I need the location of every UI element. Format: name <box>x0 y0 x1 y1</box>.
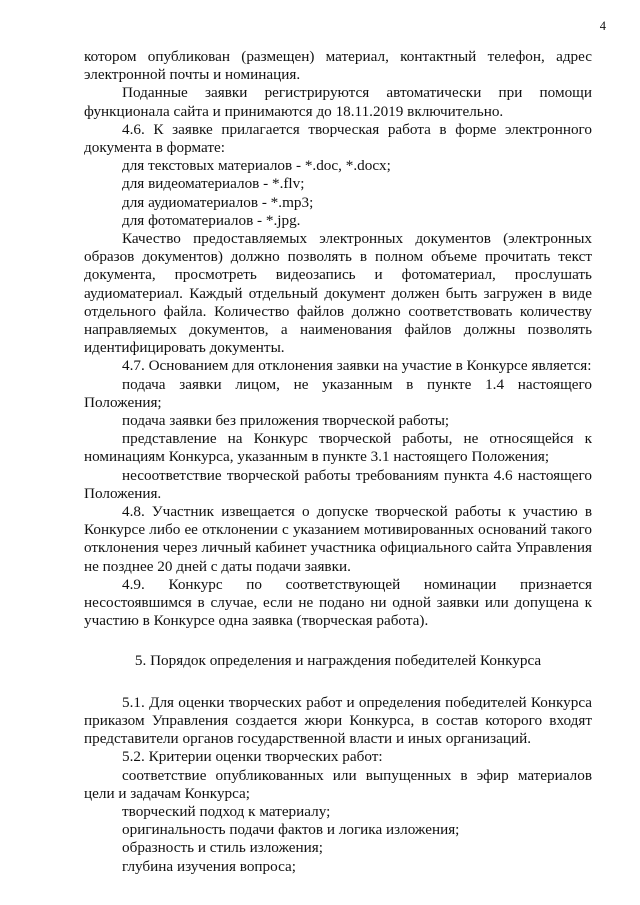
rejection-item: подача заявки без приложения творческой работы; <box>122 412 450 430</box>
rejection-item: представление на Конкурс творческой работы, не относящейся к номинациям Конкурса, указанным в пункте 3.1 настоящего Положения; <box>84 430 592 466</box>
format-audio: для аудиоматериалов - *.mp3; <box>122 193 314 211</box>
criterion-item: образность и стиль изложения; <box>122 839 324 857</box>
criterion-item: соответствие опубликованных или выпущенных в эфир материалов цели и задачам Конкурса; <box>84 766 592 802</box>
format-video: для видеоматериалов - *.flv; <box>122 175 305 193</box>
clause-5-1: 5.1. Для оценки творческих работ и определения победителей Конкурса приказом Управления создается жюри Конкурса, в состав которого входят представители органов государственной власти и иных организаций. <box>84 693 592 748</box>
document-body <box>84 48 592 876</box>
clause-4-7: 4.7. Основанием для отклонения заявки на участие в Конкурсе является: <box>122 357 592 375</box>
clause-5-2: 5.2. Критерии оценки творческих работ: <box>122 748 383 766</box>
page-number: 4 <box>599 19 606 33</box>
clause-4-8: 4.8. Участник извещается о допуске творческой работы к участию в Конкурсе либо ее отклонении с указанием мотивированных оснований такого отклонения через личный кабинет участника официального сайта Управления не позднее 20 дней с даты подачи заявки. <box>84 503 592 575</box>
format-text: для текстовых материалов - *.doc, *.docx; <box>122 157 391 175</box>
rejection-item: подача заявки лицом, не указанным в пункте 1.4 настоящего Положения; <box>84 375 592 411</box>
criterion-item: творческий подход к материалу; <box>122 802 331 820</box>
clause-4-9: 4.9. Конкурс по соответствующей номинации признается несостоявшимся в случае, если не подано ни одной заявки или допущена к участию в Конкурсе одна заявка (творческая работа). <box>84 575 592 630</box>
paragraph-continuation: котором опубликован (размещен) материал, контактный телефон, адрес электронной почты и номинация. <box>84 48 592 84</box>
format-photo: для фотоматериалов - *.jpg. <box>122 211 301 229</box>
section-5-heading: 5. Порядок определения и награждения победителей Конкурса <box>134 651 542 669</box>
paragraph-registration: Поданные заявки регистрируются автоматически при помощи функционала сайта и принимаются до 18.11.2019 включительно. <box>84 84 592 120</box>
criterion-item: оригинальность подачи фактов и логика изложения; <box>122 821 460 839</box>
clause-4-6: 4.6. К заявке прилагается творческая работа в форме электронного документа в формате: <box>84 120 592 157</box>
criterion-item: глубина изучения вопроса; <box>122 857 297 875</box>
paragraph-quality: Качество предоставляемых электронных документов (электронных образов документов) должно позволять в полном объеме прочитать текст документа, просмотреть видеозапись и фотоматериал, прослушать аудиоматериал. Каждый отдельный документ должен быть загружен в виде отдельного файла. Количество файлов должно соответствовать количеству направляемых документов, а наименования файлов должны позволять идентифицировать документы. <box>84 230 592 357</box>
rejection-item: несоответствие творческой работы требованиям пункта 4.6 настоящего Положения. <box>84 466 592 502</box>
